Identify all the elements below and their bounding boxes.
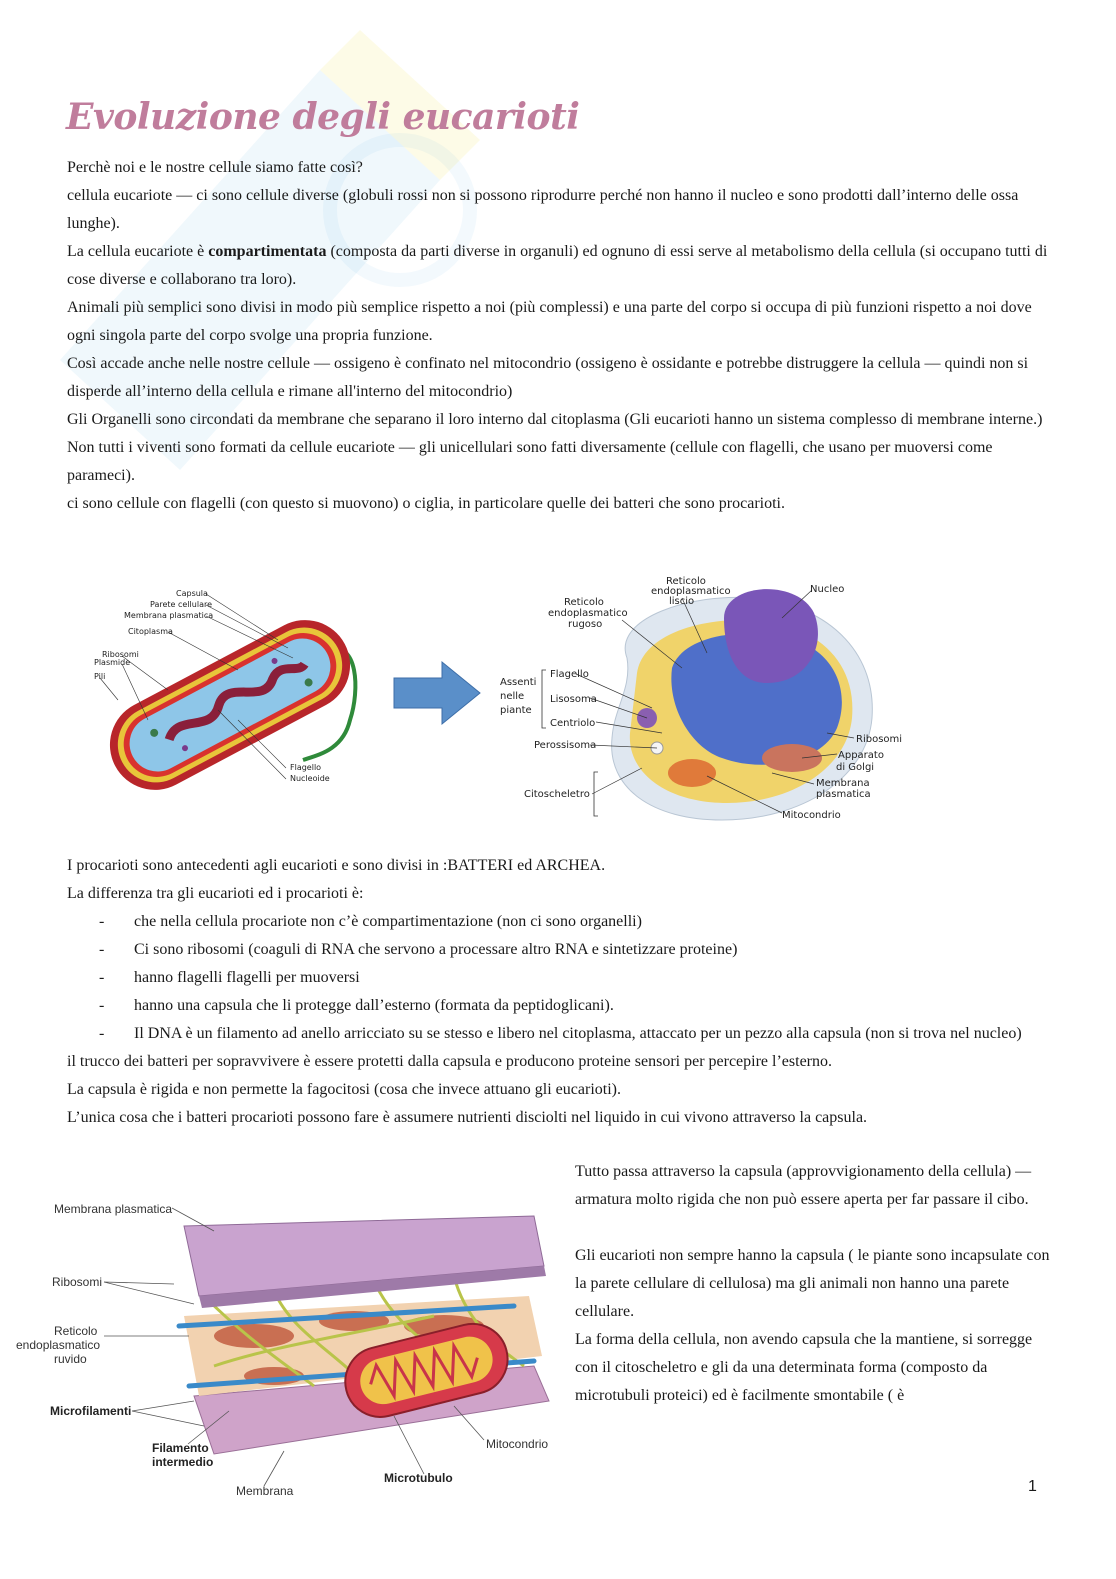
svg-text:liscio: liscio: [669, 596, 695, 607]
intro-line: ci sono cellule con flagelli (con questo si muovono) o ciglia, in particolare quelle dei batteri che sono procarioti.: [67, 495, 785, 512]
intro-line: Così accade anche nelle nostre cellule — ossigeno è confinato nel mitocondrio (ossigeno è ossidante e potrebbe distruggere la cellula — quindi non si disperde all’interno della cellula e rimane all'interno del mitocondrio): [67, 355, 1029, 400]
intro-line: Gli Organelli sono circondati da membrane che separano il loro interno dal citoplasma (Gli eucarioti hanno un sistema complesso di membrane interne.): [67, 411, 1043, 428]
label-reticolo: Reticolo: [54, 1324, 98, 1338]
label-flagello: Flagello: [290, 763, 322, 772]
differences-list: [67, 908, 1052, 1048]
prokaryote-section: [67, 852, 1052, 1132]
page-title: Evoluzione degli eucarioti: [66, 96, 580, 138]
bold-term: compartimentata: [208, 243, 327, 260]
svg-text:endoplasmatico: endoplasmatico: [651, 586, 731, 597]
label-lisosoma: Lisosoma: [550, 694, 597, 705]
svg-text:endoplasmatico: endoplasmatico: [16, 1338, 101, 1352]
intro-section: [67, 154, 1052, 518]
body-line: La capsula è rigida e non permette la fagocitosi (cosa che invece attuano gli eucarioti).: [67, 1081, 621, 1098]
label-nucleo: Nucleo: [810, 584, 845, 595]
intro-line: Perchè noi e le nostre cellule siamo fatte così?: [67, 159, 363, 176]
label-nucleoide: Nucleoide: [290, 774, 330, 783]
page-number: 1: [1028, 1478, 1037, 1495]
body-paragraph: Gli eucarioti non sempre hanno la capsula ( le piante sono incapsulate con la parete cellulare di cellulosa) ma gli animali non hanno una parete cellulare.: [575, 1247, 1050, 1320]
svg-text:nelle: nelle: [500, 691, 525, 702]
label-plasmide: Plasmide: [94, 658, 131, 667]
body-line: I procarioti sono antecedenti agli eucarioti e sono divisi in :BATTERI ed ARCHEA.: [67, 857, 606, 874]
prokaryote-diagram: [88, 580, 370, 802]
intro-line: La cellula eucariote è compartimentata (composta da parti diverse in organuli) ed ognuno di essi serve al metabolismo della cellula (si occupano tutti di cose diverse e collaborano tra loro).: [67, 243, 1048, 288]
label-membrana: Membrana: [236, 1484, 294, 1498]
body-line: La differenza tra gli eucarioti ed i procarioti è:: [67, 885, 364, 902]
svg-text:plasmatica: plasmatica: [816, 789, 871, 800]
body-line: L’unica cosa che i batteri procarioti possono fare è assumere nutrienti disciolti nel liquido in cui vivono attraverso la capsula.: [67, 1109, 868, 1126]
label-centriolo: Centriolo: [550, 718, 596, 729]
label-perossisoma: Perossisoma: [534, 740, 597, 751]
label-mitocondrio: Mitocondrio: [486, 1437, 549, 1451]
label-flagello: Flagello: [550, 669, 589, 680]
label-membrana: Membrana plasmatica: [124, 611, 214, 620]
label-assenti: Assenti: [500, 677, 537, 688]
side-text-section: [575, 1158, 1050, 1410]
list-item: - Ci sono ribosomi (coaguli di RNA che servono a processare altro RNA e sintetizzare proteine): [67, 936, 1052, 964]
body-paragraph: Tutto passa attraverso la capsula (approvvigionamento della cellula) — armatura molto rigida che non può essere aperta per far passare il cibo.: [575, 1163, 1032, 1208]
eukaryote-diagram: [492, 558, 912, 830]
label-microfilamenti: Microfilamenti: [50, 1404, 132, 1418]
svg-text:di Golgi: di Golgi: [836, 762, 875, 773]
label-citoplasma: Citoplasma: [128, 627, 173, 636]
label-membrana-plasmatica: Membrana plasmatica: [54, 1202, 173, 1216]
label-reticolo-rugoso: Reticolo: [564, 597, 604, 608]
intro-line: Animali più semplici sono divisi in modo più semplice rispetto a noi (più complessi) e una parte del corpo si occupa di più funzioni rispetto a noi dove ogni singola parte del corpo svolge una propria funzione.: [67, 299, 1032, 344]
intro-line: cellula eucariote — ci sono cellule diverse (globuli rossi non si possono riprodurre perché non hanno il nucleo e sono prodotti dall’interno delle ossa lunghe).: [67, 187, 1019, 232]
label-pili: Pili: [94, 672, 106, 681]
list-item: - Il DNA è un filamento ad anello arricciato su se stesso e libero nel citoplasma, attaccato per un pezzo alla capsula (non si trova nel nucleo): [67, 1020, 1052, 1048]
cytoskeleton-diagram: [14, 1196, 556, 1502]
label-filamento-intermedio: Filamento: [152, 1441, 209, 1455]
label-parete: Parete cellulare: [150, 600, 212, 609]
body-paragraph: La forma della cellula, non avendo capsula che la mantiene, si sorregge con il citoscheletro e gli da una determinata forma (composto da microtubuli proteici) ed è facilmente smontabile ( è: [575, 1331, 1033, 1404]
list-item: - hanno flagelli flagelli per muoversi: [67, 964, 1052, 992]
label-microtubulo: Microtubulo: [384, 1471, 453, 1485]
label-golgi: Apparato: [838, 750, 884, 761]
arrow-icon: [392, 660, 482, 726]
list-item: - hanno una capsula che li protegge dall’esterno (formata da peptidoglicani).: [67, 992, 1052, 1020]
label-capsula: Capsula: [176, 589, 208, 598]
label-reticolo-liscio: Reticolo: [666, 576, 706, 587]
label-ribosomi: Ribosomi: [52, 1275, 103, 1289]
label-citoscheletro: Citoscheletro: [524, 789, 590, 800]
list-item: - che nella cellula procariote non c’è compartimentazione (non ci sono organelli): [67, 908, 1052, 936]
label-membrana: Membrana: [816, 778, 870, 789]
body-line: il trucco dei batteri per sopravvivere è essere protetti dalla capsula e producono proteine sensori per percepire l’esterno.: [67, 1053, 833, 1070]
svg-text:ruvido: ruvido: [54, 1352, 87, 1366]
svg-text:intermedio: intermedio: [152, 1455, 214, 1469]
label-mitocondrio: Mitocondrio: [782, 810, 841, 821]
svg-text:rugoso: rugoso: [568, 619, 603, 630]
svg-text:piante: piante: [500, 705, 532, 716]
svg-text:endoplasmatico: endoplasmatico: [548, 608, 628, 619]
intro-line: Non tutti i viventi sono formati da cellule eucariote — gli unicellulari sono fatti diversamente (cellule con flagelli, che usano per muoversi come parameci).: [67, 439, 993, 484]
label-ribosomi: Ribosomi: [102, 650, 139, 659]
label-ribosomi: Ribosomi: [856, 734, 903, 745]
